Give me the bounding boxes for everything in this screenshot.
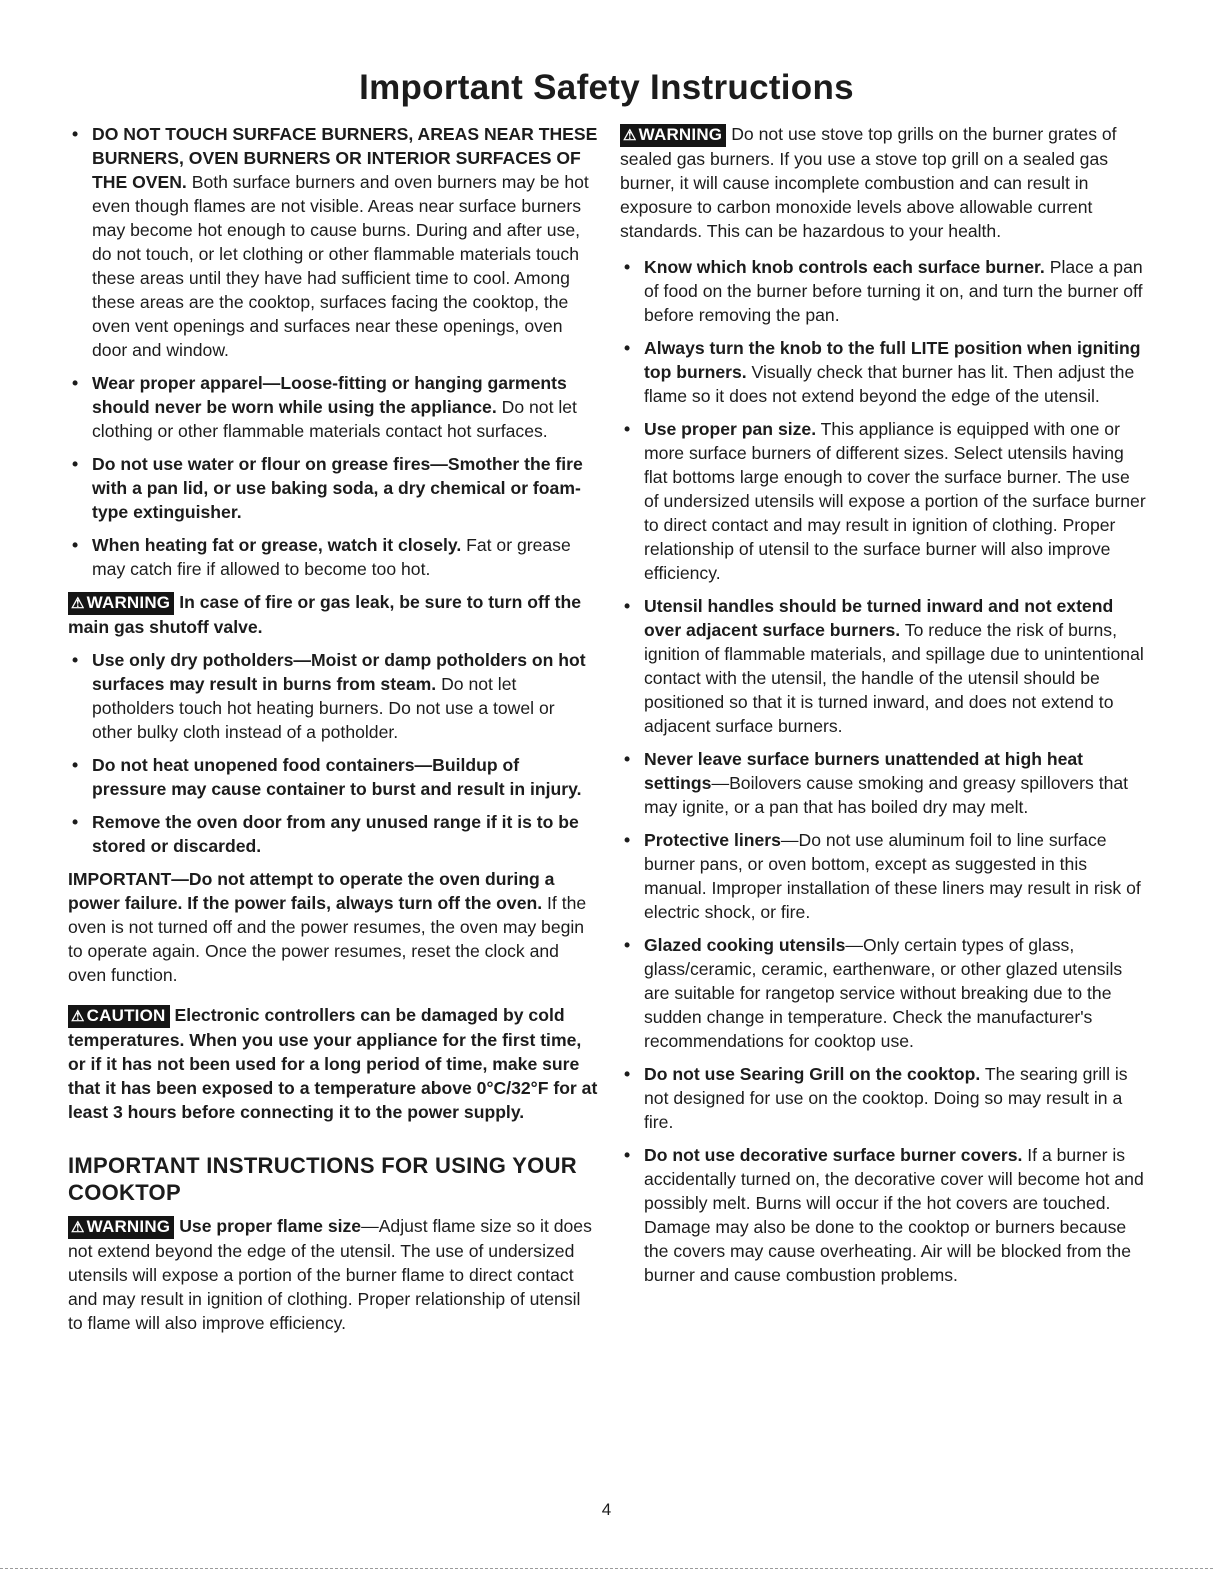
warning-note [68,590,598,639]
bullet-dot: • [624,257,631,277]
bullet-dot: • [72,454,79,474]
important-note [68,867,598,987]
bullet-text: The searing grill is not designed for use on the cooktop. Doing so may result in a fire. [644,1064,1128,1132]
bottom-rule [0,1568,1213,1569]
list-item [68,810,598,858]
bullet-dot: • [624,749,631,769]
bullet-text: —Boilovers cause smoking and greasy spillovers that may ignite, or a pan that has boiled dry may melt. [644,773,1129,817]
page-title: Important Safety Instructions [359,68,854,107]
warning-badge [620,124,726,147]
bullet-bold-text: Remove the oven door from any unused range if it is to be stored or discarded. [92,812,579,856]
bullet-dot: • [624,419,631,439]
important-text: If the oven is not turned off and the power resumes, the oven may begin to operate again. Once the power resumes, reset the clock and oven function. [68,893,587,985]
warning-badge [68,592,174,615]
bullet-bold-text: Wear proper apparel—Loose-fitting or hanging garments should never be worn while using the appliance. [92,373,567,417]
warning-badge [68,1216,174,1239]
warning-triangle-icon: ⚠ [71,1219,85,1236]
warning-text: —Adjust flame size so it does not extend beyond the edge of the utensil. The use of undersized utensils will expose a portion of the burner flame to direct contact and may result in ignition of clothing. Proper relationship of utensil to flame will also improve efficiency. [68,1216,592,1333]
bullet-text: —Only certain types of glass, glass/ceramic, ceramic, earthenware, or other glazed utensils are suitable for rangetop service without breaking due to the sudden change in temperature. Check the manufacturer's recommendations for cooktop use. [644,935,1123,1051]
bullet-text: This appliance is equipped with one or more surface burners of different sizes. Select utensils having flat bottoms large enough to cover the surface burner. The use of undersized utensils will expose a portion of the surface burner to direct contact and may result in ignition of clothing. Proper relationship of utensil to the surface burner will also improve efficiency. [644,419,1146,583]
bullet-dot: • [72,535,79,555]
bullet-dot: • [72,812,79,832]
caution-bold-text: Electronic controllers can be damaged by cold temperatures. When you use your appliance for the first time, or if it has not been used for a long period of time, make sure that it has been exposed to a temperature above 0°C/32°F for at least 3 hours before connecting it to the power supply. [68,1005,598,1122]
warning-note [620,122,1148,243]
bullet-bold-text: When heating fat or grease, watch it closely. [92,535,462,555]
bullet-text: —Do not use aluminum foil to line surface burner pans, or oven bottom, except as suggested in this manual. Improper installation of these liners may result in risk of electric shock, or fire. [644,830,1141,922]
warning-triangle-icon: ⚠ [71,595,85,612]
bullet-bold-text: Do not use water or flour on grease fires—Smother the fire with a pan lid, or use baking soda, a dry chemical or foam-type extinguisher. [92,454,583,522]
bullet-text: Do not let potholders touch hot heating burners. Do not use a towel or other bulky cloth instead of a potholder. [92,674,555,742]
bullet-dot: • [624,1145,631,1165]
list-item [68,122,598,362]
bullet-bold-text: Use only dry potholders—Moist or damp potholders on hot surfaces may result in burns from steam. [92,650,586,694]
warning-bold-text: Use proper flame size [179,1216,362,1236]
bullet-text: Place a pan of food on the burner before turning it on, and turn the burner off before removing the pan. [644,257,1143,325]
bullet-text: Do not let clothing or other flammable materials contact hot surfaces. [92,397,577,441]
bullet-bold-text: Never leave surface burners unattended at high heat settings [644,749,1084,793]
warning-label: WARNING [638,125,723,144]
bullet-dot: • [624,830,631,850]
caution-note [68,1003,598,1124]
bullet-text: If a burner is accidentally turned on, the decorative cover will become hot and possibly melt. Burns will occur if the hot covers are touched. Damage may also be done to the cooktop or burners because the covers may cause overheating. Air will be blocked from the burner and cause combustion problems. [644,1145,1144,1285]
bullet-bold-text: Glazed cooking utensils [644,935,846,955]
bullet-bold-text: Always turn the knob to the full LITE position when igniting top burners. [644,338,1141,382]
list-item [620,255,1148,327]
warning-label: WARNING [86,1217,171,1236]
list-item [620,336,1148,408]
left-column [68,122,598,1344]
list-item [68,753,598,801]
warning-triangle-icon: ⚠ [71,1008,85,1025]
section-heading: IMPORTANT INSTRUCTIONS FOR USING YOUR COOKTOP [68,1153,577,1205]
bullet-bold-text: Know which knob controls each surface burner. [644,257,1045,277]
right-column [620,122,1148,1296]
warning-bold-text: In case of fire or gas leak, be sure to turn off the main gas shutoff valve. [68,592,582,637]
list-item [620,747,1148,819]
bullet-dot: • [72,650,79,670]
warning-label: WARNING [86,593,171,612]
bullet-text: Both surface burners and oven burners may be hot even though flames are not visible. Areas near surface burners may become hot enough to cause burns. During and after use, do not touch, or let clothing or other flammable materials touch these areas until they have had sufficient time to cool. Among these areas are the cooktop, surfaces facing the cooktop, the oven vent openings and surfaces near these openings, oven door and window. [92,172,589,360]
caution-label: CAUTION [86,1006,166,1025]
bullet-bold-text: Do not use Searing Grill on the cooktop. [644,1064,981,1084]
bullet-bold-text: Do not heat unopened food containers—Buildup of pressure may cause container to burst and result in injury. [92,755,582,799]
bullet-bold-text: DO NOT TOUCH SURFACE BURNERS, AREAS NEAR THESE BURNERS, OVEN BURNERS OR INTERIOR SURFACES OF THE OVEN. [92,124,598,192]
list-item [620,828,1148,924]
list-item [68,371,598,443]
important-bold-text: IMPORTANT—Do not attempt to operate the oven during a power failure. If the power fails, always turn off the oven. [68,869,555,913]
list-item [620,1143,1148,1287]
bullet-dot: • [624,596,631,616]
list-item [68,533,598,581]
list-item [620,594,1148,738]
bullet-bold-text: Use proper pan size. [644,419,817,439]
bullet-text: Visually check that burner has lit. Then adjust the flame so it does not extend beyond the edge of the utensil. [644,362,1135,406]
bullet-bold-text: Protective liners [644,830,781,850]
warning-triangle-icon: ⚠ [623,127,637,144]
bullet-text: To reduce the risk of burns, ignition of flammable materials, and spillage due to unintentional contact with the utensil, the handle of the utensil should be positioned so that it is turned inward, and does not extend to adjacent surface burners. [644,620,1144,736]
bullet-dot: • [72,373,79,393]
list-item [68,648,598,744]
bullet-bold-text: Do not use decorative surface burner covers. [644,1145,1023,1165]
bullet-dot: • [624,338,631,358]
list-item [620,1062,1148,1134]
list-item [68,452,598,524]
warning-text: Do not use stove top grills on the burner grates of sealed gas burners. If you use a stove top grill on a sealed gas burner, it will cause incomplete combustion and can result in exposure to carbon monoxide levels above allowable current standards. This can be hazardous to your health. [620,124,1117,241]
warning-note [68,1214,598,1335]
list-item [620,417,1148,585]
bullet-dot: • [624,935,631,955]
page-number: 4 [601,1500,612,1519]
bullet-dot: • [72,124,79,144]
bullet-dot: • [624,1064,631,1084]
bullet-dot: • [72,755,79,775]
bullet-bold-text: Utensil handles should be turned inward and not extend over adjacent surface burners. [644,596,1114,640]
caution-badge [68,1005,170,1028]
list-item [620,933,1148,1053]
bullet-text: Fat or grease may catch fire if allowed to become too hot. [92,535,571,579]
